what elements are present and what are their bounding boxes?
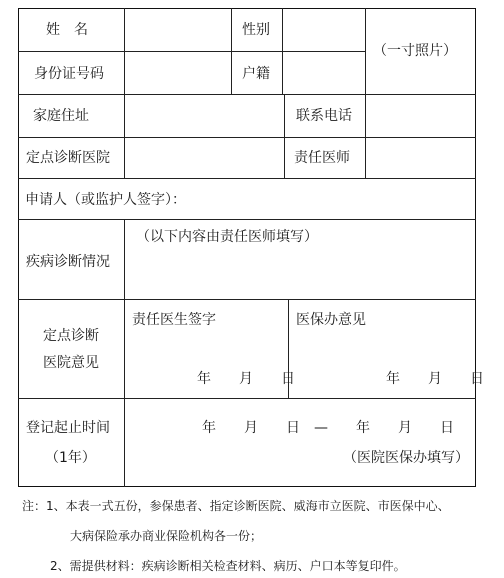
applicant-signature-label: 申请人（或监护人签字）： (25, 192, 186, 208)
diagnosis-label: 疾病诊断情况 (26, 254, 110, 270)
row-divider (18, 398, 476, 399)
id-number-label: 身份证号码 (34, 66, 104, 82)
registration-period-label: 登记起止时间 (26, 420, 110, 436)
hukou-label: 户籍 (242, 66, 270, 82)
photo-placeholder-label: （一寸照片） (373, 43, 457, 59)
registration-period-range: 年 月 日 — 年 月 日 (202, 420, 454, 436)
responsible-doctor-field[interactable] (366, 138, 475, 178)
name-field[interactable] (125, 9, 230, 51)
row-divider (18, 178, 476, 179)
note-line-2: 大病保险承办商业保险机构各一份； (70, 529, 263, 543)
diagnosis-note: （以下内容由责任医师填写） (136, 229, 318, 245)
address-field[interactable] (125, 95, 283, 137)
column-divider (284, 94, 285, 178)
gender-field[interactable] (283, 9, 364, 51)
designated-hospital-field[interactable] (125, 138, 283, 178)
column-divider (231, 8, 232, 94)
doctor-signature-label: 责任医生签字 (132, 312, 216, 328)
insurance-office-opinion-label: 医保办意见 (296, 312, 366, 328)
id-number-field[interactable] (125, 52, 230, 94)
hukou-field[interactable] (283, 52, 364, 94)
registration-period-duration: （1年） (45, 450, 96, 466)
phone-label: 联系电话 (296, 108, 352, 124)
gender-label: 性别 (242, 22, 270, 38)
doctor-sign-date: 年 月 日 (197, 371, 295, 387)
insurance-office-date: 年 月 日 (386, 371, 484, 387)
hospital-opinion-label-line2: 医院意见 (43, 355, 99, 371)
doctor-signature-field[interactable] (125, 330, 287, 368)
hospital-opinion-label-line1: 定点诊断 (43, 328, 99, 344)
note-line-1: 注：1、本表一式五份，参保患者、指定诊断医院、威海市立医院、市医保中心、 (22, 499, 450, 513)
note-line-3: 2、需提供材料：疾病诊断相关检查材料、病历、户口本等复印件。 (50, 559, 406, 573)
responsible-doctor-label: 责任医师 (294, 150, 350, 166)
name-label: 姓 名 (46, 22, 88, 38)
phone-field[interactable] (366, 95, 475, 137)
designated-hospital-label: 定点诊断医院 (26, 150, 110, 166)
row-divider (18, 299, 476, 300)
registration-period-note: （医院医保办填写） (343, 450, 469, 466)
diagnosis-field[interactable] (125, 248, 475, 298)
row-divider (18, 219, 476, 220)
insurance-office-opinion-field[interactable] (289, 330, 475, 368)
address-label: 家庭住址 (33, 108, 89, 124)
